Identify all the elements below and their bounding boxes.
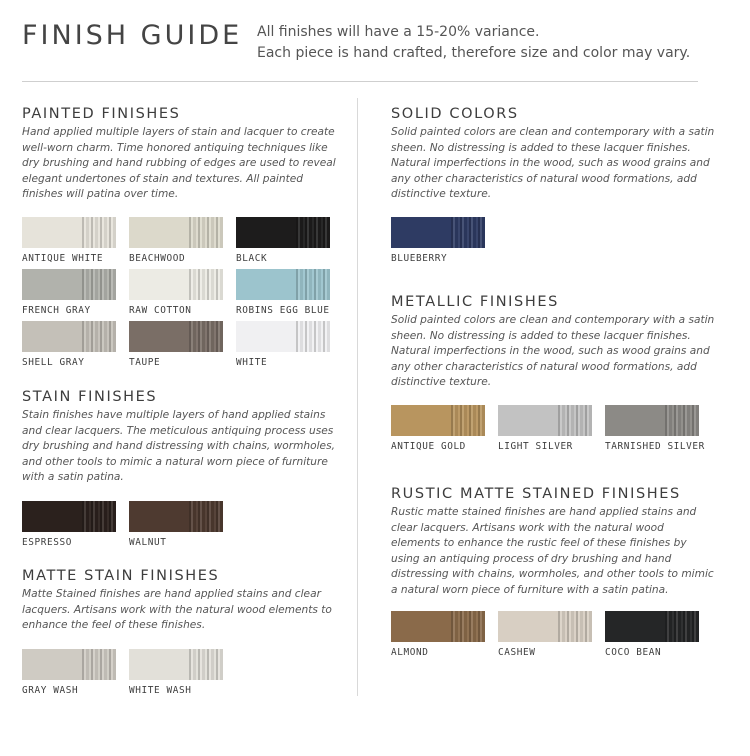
swatch-chip (605, 405, 699, 436)
swatch-chip (22, 217, 116, 248)
swatch-cashew (498, 611, 592, 658)
swatch-label: ALMOND (391, 646, 429, 658)
swatch-label: ANTIQUE GOLD (391, 440, 466, 452)
section-description: Rustic matte stained finishes are hand applied stains and clear lacquers. Artisans work with the natural wood elements to enhance the rustic feel of these finishes by using an antiquing process of dry brushing and hand distressing with chains, wormholes, and other tools to mimic a natural worn piece of furniture with a satin patina. (391, 506, 714, 596)
swatch-shell-gray (22, 321, 116, 368)
stain-finishes-section (22, 389, 342, 548)
swatch-chip (391, 217, 485, 248)
swatch-chip (22, 649, 116, 680)
matte-stain-finishes-section (22, 568, 342, 696)
section-title: STAIN FINISHES (22, 389, 158, 405)
column-divider (357, 98, 358, 696)
swatch-label: WHITE (236, 356, 268, 368)
swatch-gray-wash (22, 649, 116, 696)
swatch-espresso (22, 501, 116, 548)
swatch-label: TAUPE (129, 356, 161, 368)
section-description: Hand applied multiple layers of stain and lacquer to create well-worn charm. Time honored antiquing techniques like dry brushing and hand rubbing of edges are used to reveal elegant undertones of stain and textures. All painted finishes will patina over time. (22, 126, 336, 201)
section-title: METALLIC FINISHES (391, 294, 559, 310)
solid-colors-section (391, 106, 715, 264)
swatch-chip (236, 321, 330, 352)
swatch-label: CASHEW (498, 646, 536, 658)
swatch-white (236, 321, 330, 368)
header (22, 14, 712, 74)
subtitle-line-1: All finishes will have a 15-20% variance. (257, 24, 540, 40)
swatch-label: BEACHWOOD (129, 252, 186, 264)
painted-finishes-section (22, 106, 342, 368)
swatch-chip (129, 649, 223, 680)
swatch-label: WHITE WASH (129, 684, 192, 696)
swatch-label: BLACK (236, 252, 268, 264)
swatch-raw-cotton (129, 269, 223, 316)
swatch-chip (391, 405, 485, 436)
section-title: SOLID COLORS (391, 106, 519, 122)
swatch-almond (391, 611, 485, 658)
swatch-antique-white (22, 217, 116, 264)
swatch-chip (236, 217, 330, 248)
swatch-label: ESPRESSO (22, 536, 72, 548)
section-description: Solid painted colors are clean and contemporary with a satin sheen. No distressing is added to these lacquer finishes. Natural imperfections in the wood, such as wood grains and any other characteristics of natural wood formations, add distinctive texture. (391, 126, 715, 201)
swatch-label: ANTIQUE WHITE (22, 252, 104, 264)
swatch-grid (391, 611, 711, 661)
swatch-chip (22, 269, 116, 300)
swatch-chip (498, 405, 592, 436)
swatch-antique-gold (391, 405, 485, 452)
swatch-light-silver (498, 405, 592, 452)
swatch-tarnished-silver (605, 405, 705, 452)
swatch-chip (129, 269, 223, 300)
swatch-label: COCO BEAN (605, 646, 662, 658)
swatch-grid (391, 405, 711, 455)
section-description: Matte Stained finishes are hand applied stains and clear lacquers. Artisans work with the natural wood elements to enhance the feel of these finishes. (22, 588, 332, 632)
page-title: FINISH GUIDE (22, 20, 243, 51)
swatch-label: RAW COTTON (129, 304, 192, 316)
swatch-walnut (129, 501, 223, 548)
rustic-matte-stained-finishes-section (391, 486, 714, 658)
swatch-grid (22, 649, 342, 699)
swatch-chip (236, 269, 330, 300)
swatch-chip (498, 611, 592, 642)
swatch-chip (129, 217, 223, 248)
swatch-label: BLUEBERRY (391, 252, 448, 264)
swatch-grid (391, 217, 711, 267)
swatch-taupe (129, 321, 223, 368)
swatch-blueberry (391, 217, 485, 264)
swatch-chip (22, 501, 116, 532)
page-subtitle (257, 22, 690, 64)
swatch-chip (129, 321, 223, 352)
metallic-finishes-section (391, 294, 715, 452)
swatch-coco-bean (605, 611, 699, 658)
section-title: MATTE STAIN FINISHES (22, 568, 220, 584)
swatch-label: ROBINS EGG BLUE (236, 304, 330, 316)
swatch-beachwood (129, 217, 223, 264)
section-description: Stain finishes have multiple layers of hand applied stains and clear lacquers. The meticulous antiquing process uses dry brushing and hand distressing with chains, wormholes, and other tools to mimic a natural worn piece of furniture with a satin patina. (22, 409, 335, 484)
swatch-label: SHELL GRAY (22, 356, 85, 368)
swatch-label: TARNISHED SILVER (605, 440, 705, 452)
subtitle-line-2: Each piece is hand crafted, therefore size and color may vary. (257, 45, 691, 61)
header-divider (22, 81, 698, 82)
swatch-chip (22, 321, 116, 352)
swatch-label: GRAY WASH (22, 684, 79, 696)
section-title: RUSTIC MATTE STAINED FINISHES (391, 486, 681, 502)
swatch-chip (129, 501, 223, 532)
swatch-label: FRENCH GRAY (22, 304, 91, 316)
swatch-chip (605, 611, 699, 642)
section-description: Solid painted colors are clean and contemporary with a satin sheen. No distressing is added to these lacquer finishes. Natural imperfections in the wood, such as wood grains and any other characteristics of natural wood formations, add distinctive texture. (391, 314, 715, 389)
section-title: PAINTED FINISHES (22, 106, 181, 122)
swatch-grid (22, 501, 342, 551)
swatch-robins-egg-blue (236, 269, 330, 316)
swatch-white-wash (129, 649, 223, 696)
swatch-french-gray (22, 269, 116, 316)
swatch-chip (391, 611, 485, 642)
swatch-black (236, 217, 330, 264)
swatch-grid (22, 217, 342, 367)
swatch-label: WALNUT (129, 536, 167, 548)
swatch-label: LIGHT SILVER (498, 440, 573, 452)
